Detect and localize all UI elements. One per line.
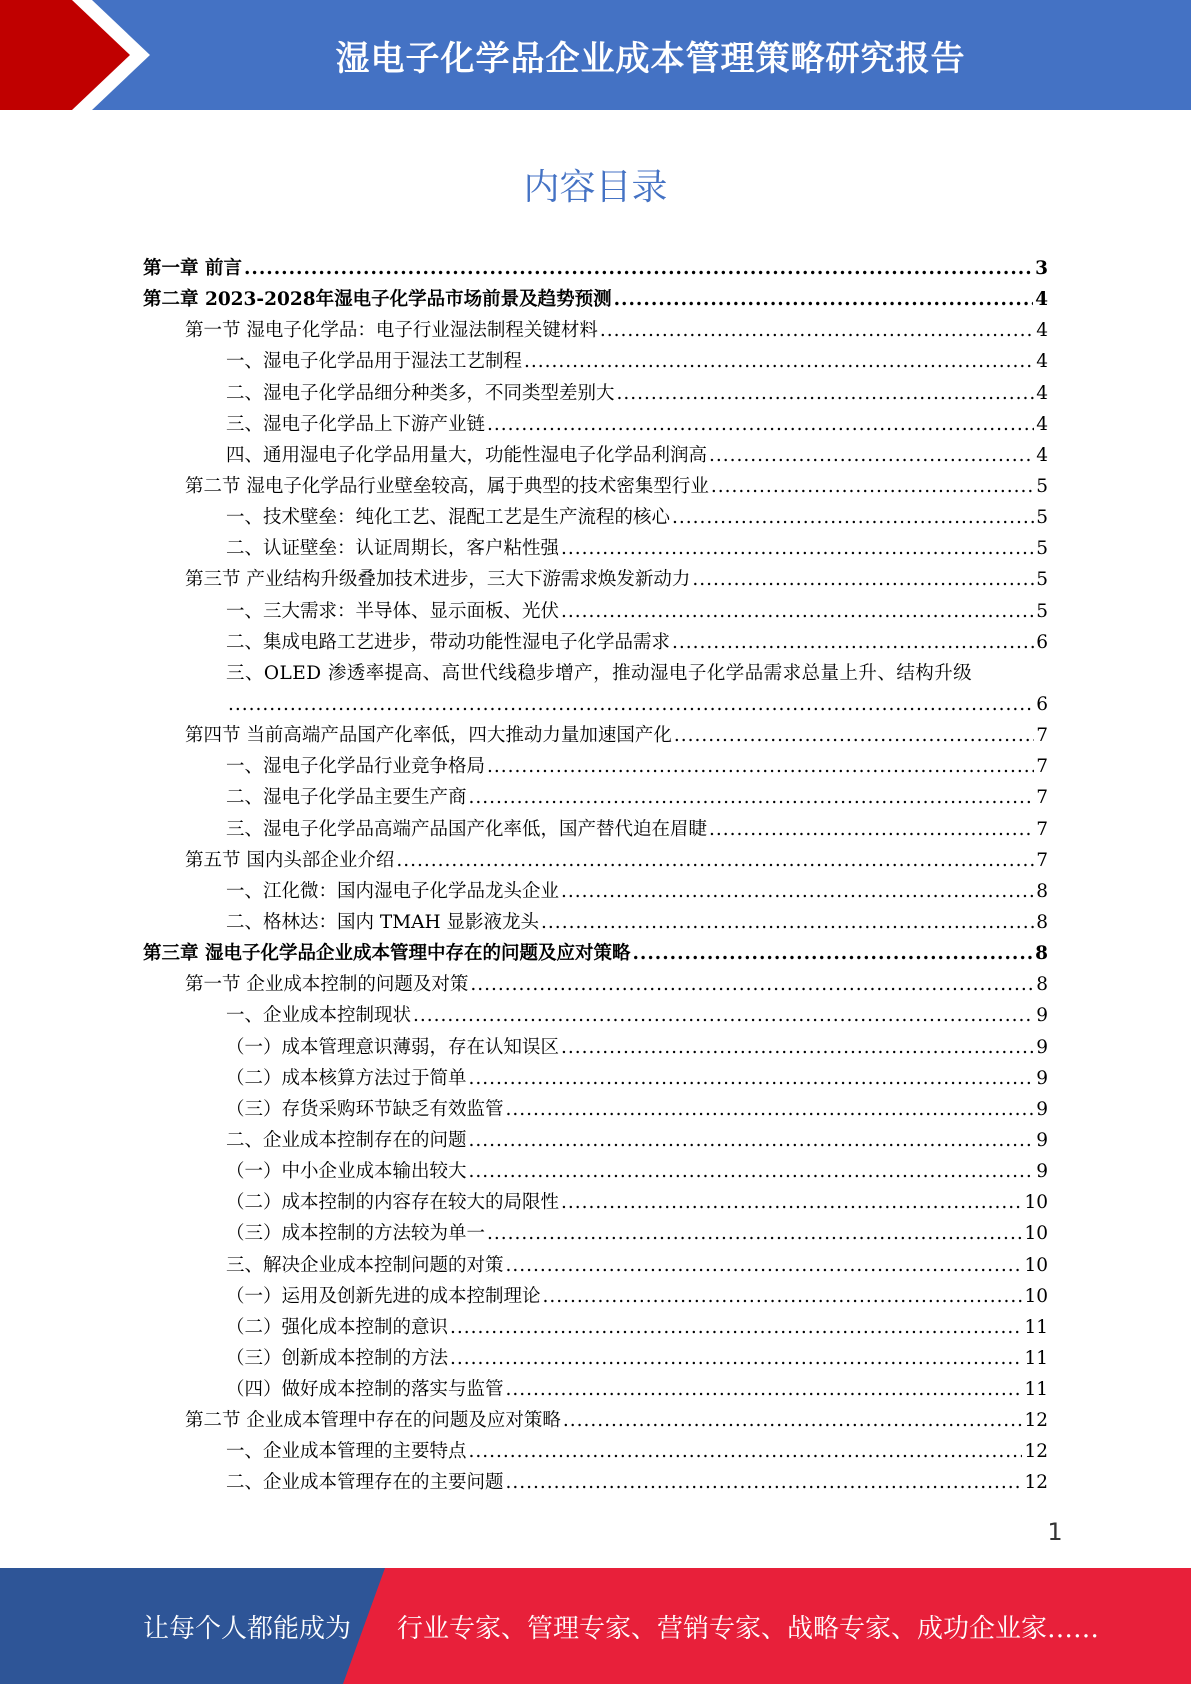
toc-entry-text: （三）存货采购环节缺乏有效监管 [226,1098,504,1120]
footer-left-text: 让每个人都能成为 [143,1613,352,1644]
toc-leader-dots [469,1066,1035,1092]
toc-entry-page: 5 [1036,507,1048,529]
toc-entry-page: 4 [1036,320,1048,342]
toc-entry-text: 第五节 国内头部企业介绍 [185,849,395,871]
toc-entry[interactable] [0,1469,1191,1500]
toc-entry[interactable] [0,722,1191,753]
toc-entry[interactable] [0,971,1191,1002]
toc-leader-dots [450,1315,1022,1341]
toc-entry[interactable] [0,1314,1191,1345]
toc-entry[interactable] [0,629,1191,660]
toc-leader-dots [469,1439,1023,1465]
toc-entry-text: （四）做好成本控制的落实与监管 [226,1379,504,1401]
toc-leader-dots [487,754,1034,780]
toc-leader-dots [487,412,1034,438]
toc-entry-page: 8 [1036,974,1048,996]
toc-leader-dots [632,941,1033,967]
toc-entry-page: 9 [1036,1129,1048,1151]
toc-entry[interactable] [0,286,1191,317]
toc-list [0,255,1191,1501]
toc-entry[interactable] [0,1096,1191,1127]
toc-entry-page: 6 [1036,631,1048,653]
toc-leader-dots [672,505,1034,531]
toc-entry-page: 5 [1036,475,1048,497]
toc-leader-dots [506,1097,1035,1123]
toc-entry-text: 第三节 产业结构升级叠加技术进步，三大下游需求焕发新动力 [185,569,691,591]
toc-entry[interactable] [0,1376,1191,1407]
toc-entry-text: 二、认证壁垒：认证周期长，客户粘性强 [226,538,560,560]
toc-leader-dots [672,630,1034,656]
toc-entry-page: 5 [1036,600,1048,622]
toc-entry-page: 8 [1035,943,1048,965]
toc-entry-page: 4 [1036,382,1048,404]
toc-entry-page: 10 [1024,1192,1048,1214]
toc-leader-dots [561,879,1034,905]
toc-entry-text: 第三章 湿电子化学品企业成本管理中存在的问题及应对策略 [143,943,631,965]
toc-entry-text: 第二章 2023-2028年湿电子化学品市场前景及趋势预测 [143,289,612,311]
toc-heading: 内容目录 [523,167,668,208]
toc-entry[interactable] [0,255,1191,286]
toc-entry-page: 7 [1036,787,1048,809]
toc-entry[interactable] [0,1220,1191,1251]
toc-leader-dots [469,785,1035,811]
toc-entry[interactable] [0,411,1191,442]
header-chevron-icon [0,0,160,110]
toc-leader-dots [709,443,1034,469]
footer-band [0,1568,1191,1684]
toc-leader-dots [711,474,1034,500]
toc-entry-page: 11 [1024,1316,1048,1338]
toc-leader-dots [563,1408,1023,1434]
toc-leader-dots [413,1003,1034,1029]
toc-entry-text: 二、格林达：国内 TMAH 显影液龙头 [226,911,540,933]
toc-entry-page: 9 [1036,1036,1048,1058]
toc-entry[interactable] [0,317,1191,348]
toc-entry[interactable] [0,1438,1191,1469]
toc-entry-page: 6 [1036,693,1048,715]
toc-entry[interactable] [0,1158,1191,1189]
toc-leader-dots [506,1377,1023,1403]
toc-entry[interactable] [0,847,1191,878]
toc-leader-dots [470,972,1034,998]
toc-entry-page: 9 [1036,1067,1048,1089]
page-number: 1 [1047,1518,1063,1546]
toc-leader-dots [244,256,1033,282]
toc-entry[interactable] [0,348,1191,379]
toc-entry-page: 8 [1036,880,1048,902]
toc-leader-dots [524,349,1034,375]
toc-leader-dots [543,1284,1023,1310]
toc-entry-text: 第二节 企业成本管理中存在的问题及应对策略 [185,1410,561,1432]
toc-entry[interactable] [0,1345,1191,1376]
toc-entry-page: 11 [1024,1379,1048,1401]
toc-entry[interactable] [0,504,1191,535]
toc-leader-dots [692,567,1034,593]
toc-leader-dots [561,1190,1022,1216]
toc-entry-text: （二）成本控制的内容存在较大的局限性 [226,1192,560,1214]
header-title: 湿电子化学品企业成本管理策略研究报告 [335,38,966,79]
toc-leader-dots [600,318,1034,344]
toc-leader-dots [469,1159,1035,1185]
toc-entry[interactable] [0,660,1191,691]
toc-entry[interactable] [0,784,1191,815]
header-band [0,0,1191,110]
toc-leader-dots [617,381,1035,407]
toc-entry-page: 10 [1024,1254,1048,1276]
toc-entry[interactable] [0,1127,1191,1158]
toc-entry-text: （一）运用及创新先进的成本控制理论 [226,1285,541,1307]
toc-entry-page: 10 [1024,1223,1048,1245]
toc-entry-page: 5 [1036,569,1048,591]
toc-entry-text: 一、企业成本管理的主要特点 [226,1441,467,1463]
toc-entry-text: 三、湿电子化学品上下游产业链 [226,413,486,435]
toc-entry-page: 9 [1036,1098,1048,1120]
toc-entry[interactable] [0,1407,1191,1438]
toc-leader-dots [674,723,1034,749]
toc-entry[interactable] [0,442,1191,473]
toc-leader-dots [561,599,1034,625]
toc-entry-page: 8 [1036,911,1048,933]
toc-entry-text: 二、湿电子化学品细分种类多，不同类型差别大 [226,382,615,404]
toc-entry-text: 三、湿电子化学品高端产品国产化率低，国产替代迫在眉睫 [226,818,708,840]
toc-leader-dots [396,848,1034,874]
toc-entry-page: 7 [1036,818,1048,840]
toc-entry-continuation[interactable] [0,691,1191,722]
toc-entry[interactable] [0,380,1191,411]
toc-entry-page: 12 [1024,1441,1048,1463]
toc-leader-dots [228,692,1034,718]
toc-leader-dots [506,1253,1023,1279]
toc-entry-page: 7 [1036,849,1048,871]
toc-entry-text: （三）成本控制的方法较为单一 [226,1223,486,1245]
toc-entry-page: 9 [1036,1005,1048,1027]
toc-entry-text: 一、三大需求：半导体、显示面板、光伏 [226,600,560,622]
toc-leader-dots [614,287,1034,313]
toc-entry-text: 第二节 湿电子化学品行业壁垒较高，属于典型的技术密集型行业 [185,475,709,497]
toc-entry-page: 12 [1024,1410,1048,1432]
toc-entry-text: 二、企业成本控制存在的问题 [226,1129,467,1151]
toc-entry-text: （一）中小企业成本输出较大 [226,1161,467,1183]
toc-leader-dots [506,1470,1023,1496]
toc-entry-text: 一、企业成本控制现状 [226,1005,412,1027]
toc-entry-text: 第四节 当前高端产品国产化率低，四大推动力量加速国产化 [185,725,672,747]
toc-entry-text: 二、湿电子化学品主要生产商 [226,787,467,809]
toc-entry-text: 四、通用湿电子化学品用量大，功能性湿电子化学品利润高 [226,444,708,466]
toc-entry-page: 11 [1024,1347,1048,1369]
toc-entry-text: 第一节 企业成本控制的问题及对策 [185,974,469,996]
toc-entry[interactable] [0,1189,1191,1220]
toc-entry-page: 7 [1036,756,1048,778]
toc-entry[interactable] [0,1002,1191,1033]
toc-entry-text: 一、湿电子化学品用于湿法工艺制程 [226,351,523,373]
toc-entry-text: 第一节 湿电子化学品：电子行业湿法制程关键材料 [185,320,598,342]
toc-entry-text: 一、湿电子化学品行业竞争格局 [226,756,486,778]
toc-leader-dots [541,910,1034,936]
toc-entry[interactable] [0,473,1191,504]
toc-entry-page: 4 [1036,444,1048,466]
toc-entry-page: 3 [1035,258,1048,279]
toc-entry[interactable] [0,535,1191,566]
toc-entry-text: 一、江化微：国内湿电子化学品龙头企业 [226,880,560,902]
toc-entry[interactable] [0,816,1191,847]
toc-entry-text: 二、企业成本管理存在的主要问题 [226,1472,504,1494]
toc-entry-page: 9 [1036,1161,1048,1183]
toc-entry-text: （三）创新成本控制的方法 [226,1347,449,1369]
toc-entry-page: 5 [1036,538,1048,560]
toc-entry[interactable] [0,1283,1191,1314]
footer-right-text: 行业专家、管理专家、营销专家、战略专家、成功企业家…… [397,1613,1100,1644]
toc-entry[interactable] [0,1065,1191,1096]
toc-entry[interactable] [0,566,1191,597]
toc-entry[interactable] [0,878,1191,909]
toc-entry[interactable] [0,909,1191,940]
toc-leader-dots [561,1035,1034,1061]
toc-entry-text: 三、OLED 渗透率提高、高世代线稳步增产，推动湿电子化学品需求总量上升、结构升级 [226,662,973,684]
toc-entry[interactable] [0,1034,1191,1065]
toc-entry-page: 4 [1036,413,1048,435]
toc-entry-text: （一）成本管理意识薄弱，存在认知误区 [226,1036,560,1058]
toc-entry-text: 三、解决企业成本控制问题的对策 [226,1254,504,1276]
toc-entry-text: 二、集成电路工艺进步，带动功能性湿电子化学品需求 [226,631,671,653]
toc-entry-page: 4 [1035,289,1048,311]
toc-entry-text: （二）强化成本控制的意识 [226,1316,449,1338]
toc-entry[interactable] [0,1252,1191,1283]
toc-entry[interactable] [0,598,1191,629]
toc-entry-text: （二）成本核算方法过于简单 [226,1067,467,1089]
toc-leader-dots [487,1221,1022,1247]
toc-leader-dots [469,1128,1035,1154]
toc-entry-page: 4 [1036,351,1048,373]
toc-leader-dots [561,536,1034,562]
toc-entry-page: 10 [1024,1285,1048,1307]
toc-entry[interactable] [0,940,1191,971]
toc-leader-dots [450,1346,1022,1372]
toc-entry-page: 7 [1036,725,1048,747]
toc-entry-text: 一、技术壁垒：纯化工艺、混配工艺是生产流程的核心 [226,507,671,529]
toc-leader-dots [709,817,1034,843]
toc-entry-page: 12 [1024,1472,1048,1494]
toc-entry-text: 第一章 前言 [143,258,242,279]
toc-entry[interactable] [0,753,1191,784]
